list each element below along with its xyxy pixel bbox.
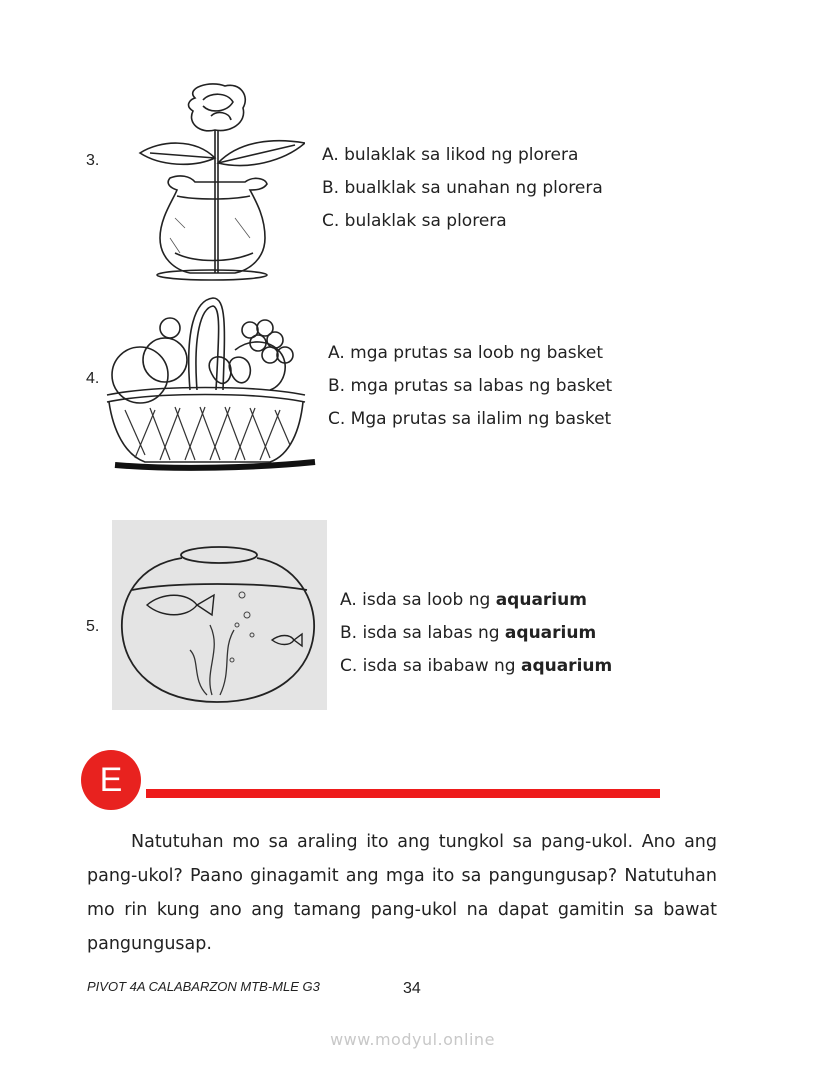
section-divider-bar — [146, 789, 660, 798]
choice-3c[interactable]: C. bulaklak sa plorera — [322, 211, 507, 231]
section-paragraph: Natutuhan mo sa araling ito ang tungkol sa pang-ukol. Ano ang pang-ukol? Paano ginagamit ang mga ito sa pangungusap? Natutuhan mo rin kung ano ang tamang pang-ukol na dapat gamitin sa bawat pangungusap. — [87, 832, 717, 954]
question-5-choices — [340, 584, 612, 683]
page-number: 34 — [403, 980, 421, 997]
question-3-number: 3. — [86, 152, 100, 169]
question-3-choices — [322, 139, 603, 238]
choice-3b[interactable]: B. bualklak sa unahan ng plorera — [322, 178, 603, 198]
fruit-basket-illustration — [95, 290, 320, 485]
choice-5b[interactable]: B. isda sa labas ng aquarium — [340, 623, 597, 643]
rose-vase-illustration — [115, 78, 305, 283]
choice-4a[interactable]: A. mga prutas sa loob ng basket — [328, 343, 604, 363]
section-letter-badge: E — [81, 750, 141, 810]
choice-3a[interactable]: A. bulaklak sa likod ng plorera — [322, 145, 579, 165]
watermark: www.modyul.online — [330, 1030, 495, 1049]
choice-4c[interactable]: C. Mga prutas sa ilalim ng basket — [328, 409, 612, 429]
fish-bowl-illustration — [112, 520, 327, 710]
question-5-number: 5. — [86, 618, 100, 635]
footer-course-label: PIVOT 4A CALABARZON MTB-MLE G3 — [87, 979, 320, 994]
choice-5a[interactable]: A. isda sa loob ng aquarium — [340, 590, 587, 610]
choice-4b[interactable]: B. mga prutas sa labas ng basket — [328, 376, 613, 396]
choice-5c[interactable]: C. isda sa ibabaw ng aquarium — [340, 656, 613, 676]
question-4-choices — [328, 337, 612, 436]
question-4-number: 4. — [86, 370, 100, 387]
